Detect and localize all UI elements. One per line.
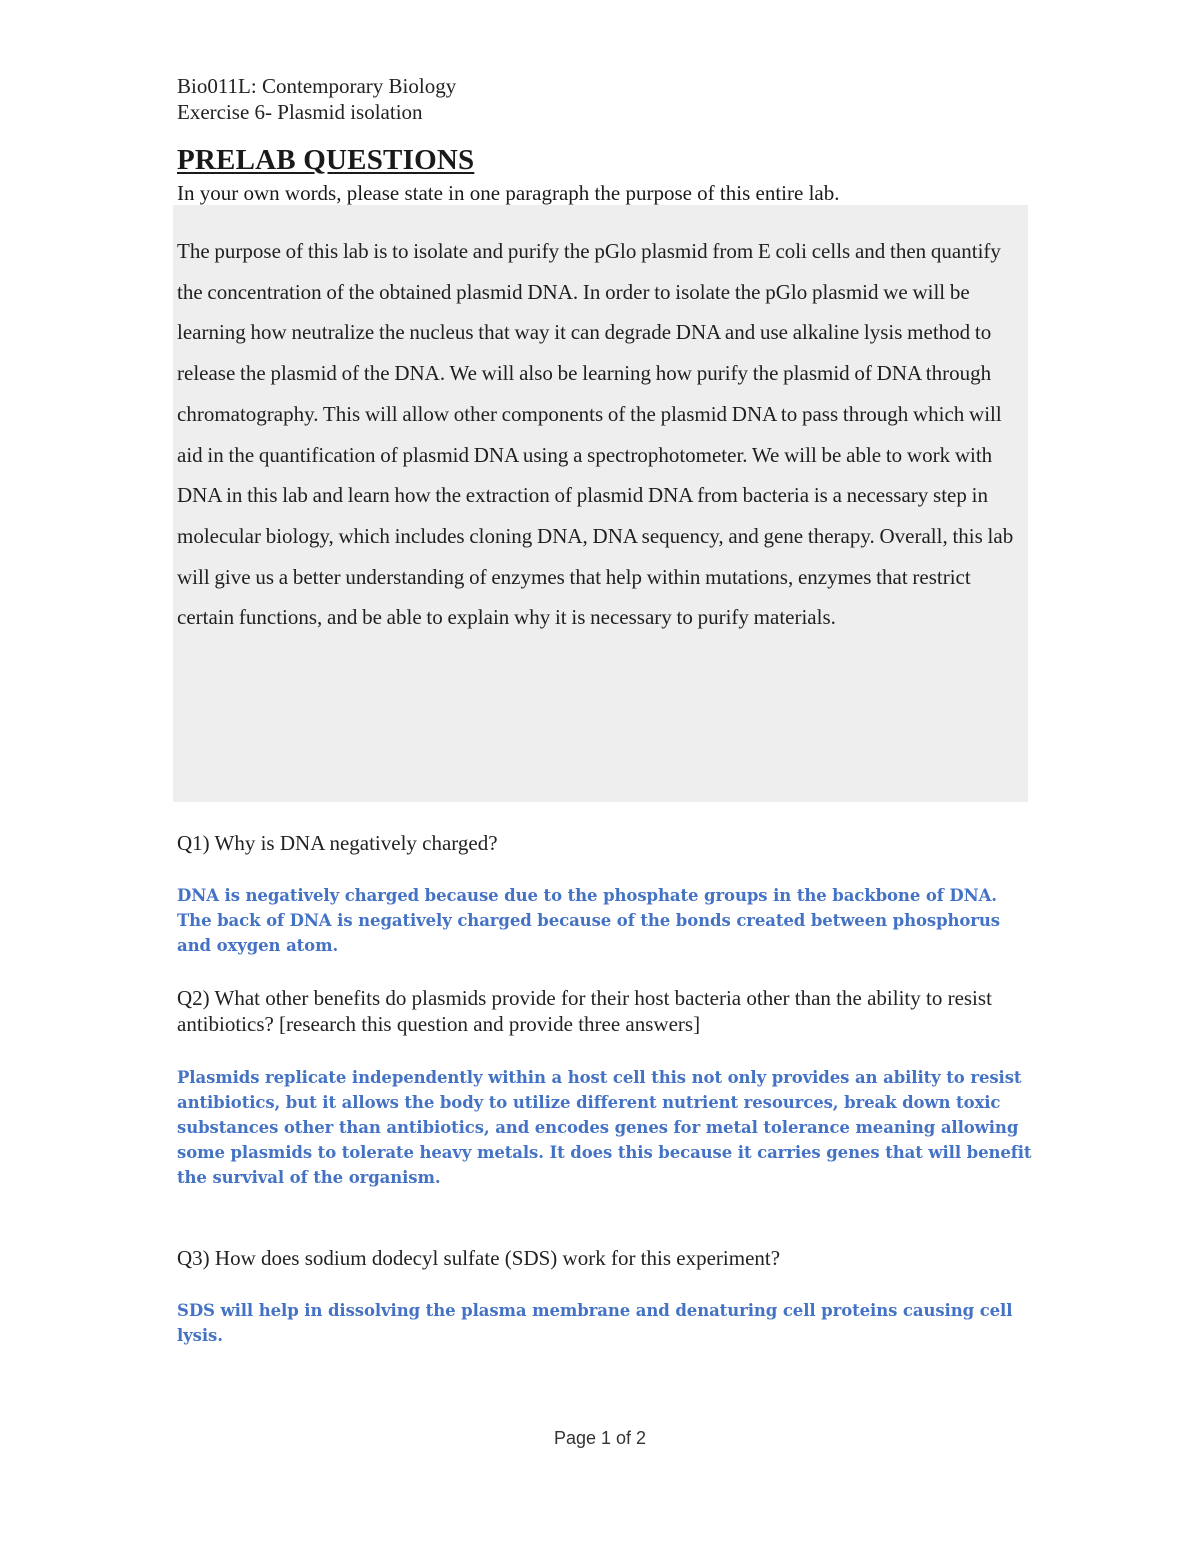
answer-2: Plasmids replicate independently within a host cell this not only provides an ability to resist antibiotics, but it allows the body to utilize different nutrient resources, break down toxic substances other than antibiotics, and encodes genes for metal tolerance meaning allowing some plasmids to tolerate heavy metals. It does this because it carries genes that will benefit the survival of the organism.: [177, 1068, 1032, 1187]
page-number: Page 1 of 2: [553, 1428, 647, 1448]
course-title: Bio011L: Contemporary Biology: [177, 74, 457, 98]
answer-1: DNA is negatively charged because due to the phosphate groups in the backbone of DNA. The back of DNA is negatively charged because of the bonds created between phosphorus and oxygen atom.: [177, 886, 1000, 955]
question-2: Q2) What other benefits do plasmids provide for their host bacteria other than the ability to resist antibiotics? [research this question and provide three answers]: [177, 986, 992, 1036]
exercise-title: Exercise 6- Plasmid isolation: [177, 100, 423, 124]
answer-3: SDS will help in dissolving the plasma membrane and denaturing cell proteins causing cell lysis.: [177, 1301, 1013, 1345]
question-3: Q3) How does sodium dodecyl sulfate (SDS) work for this experiment?: [177, 1246, 781, 1270]
purpose-prompt: In your own words, please state in one paragraph the purpose of this entire lab.: [177, 181, 840, 205]
question-1: Q1) Why is DNA negatively charged?: [177, 831, 498, 855]
purpose-answer-field[interactable]: [173, 205, 1028, 802]
purpose-answer-text: The purpose of this lab is to isolate and purify the pGlo plasmid from E coli cells and then quantify the concentration of the obtained plasmid DNA. In order to isolate the pGlo plasmid we will be learning how neutralize the nucleus that way it can degrade DNA and use alkaline lysis method to release the plasmid of the DNA. We will also be learning how purify the plasmid of DNA through chromatography. This will allow other components of the plasmid DNA to pass through which will aid in the quantification of plasmid DNA using a spectrophotometer. We will be able to work with DNA in this lab and learn how the extraction of plasmid DNA from bacteria is a necessary step in molecular biology, which includes cloning DNA, DNA sequency, and gene therapy. Overall, this lab will give us a better understanding of enzymes that help within mutations, enzymes that restrict certain functions, and be able to explain why it is necessary to purify materials.: [177, 239, 1014, 630]
prelab-heading: PRELAB QUESTIONS: [177, 144, 475, 176]
